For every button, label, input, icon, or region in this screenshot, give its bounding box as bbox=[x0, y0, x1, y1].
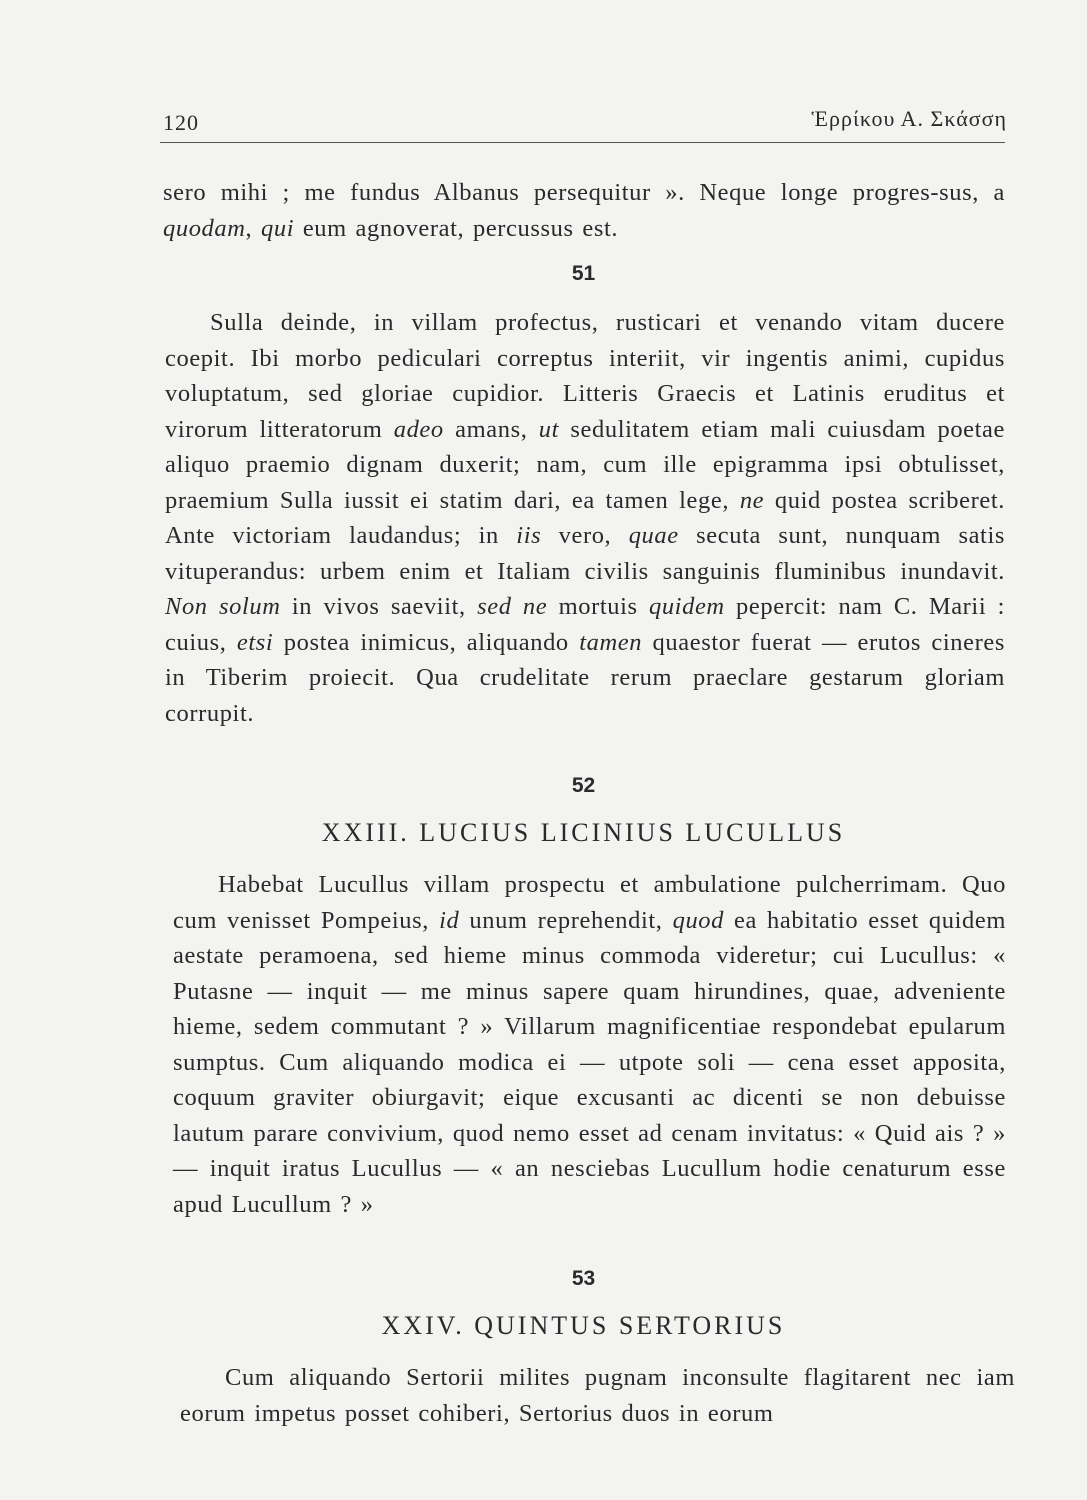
section-52-heading: XXIII. LUCIUS LICINIUS LUCULLUS bbox=[321, 818, 846, 847]
header-rule bbox=[160, 142, 1005, 143]
section-53-paragraph: Cum aliquando Sertorii milites pugnam inconsulte flagitarent nec iam eorum impetus posset cohiberi, Sertorius duos in eorum bbox=[180, 1364, 1015, 1427]
section-51-paragraph: Sulla deinde, in villam profectus, rusticari et venando vitam ducere coepit. Ibi morbo pediculari correptus interiit, vir ingentis animi, cupidus voluptatum, sed gloriae cupidior. Litteris Graecis et Latinis eruditus et virorum litteratorum adeo amans, ut sedulitatem etiam mali cuiusdam poetae aliquo praemio dignam duxerit; nam, cum ille epigramma ipsi obtulisset, praemium Sulla iussit ei statim dari, ea tamen lege, ne quid postea scriberet. Ante victoriam laudandus; in iis vero, quae secuta sunt, nunquam satis vituperandus: urbem enim et Italiam civilis sanguinis fluminibus inundavit. Non solum in vivos saeviit, sed ne mortuis quidem pepercit: nam C. Marii : cuius, etsi postea inimicus, aliquando tamen quaestor fuerat — erutos cineres in Tiberim proiecit. Qua crudelitate rerum praeclare gestarum gloriam corrupit. bbox=[165, 309, 1006, 727]
page-number: 120 bbox=[163, 110, 199, 135]
section-number-52: 52 bbox=[571, 774, 596, 797]
section-53-heading: XXIV. QUINTUS SERTORIUS bbox=[381, 1311, 786, 1340]
intro-paragraph: sero mihi ; me fundus Albanus persequitur ». Neque longe progres-sus, a quodam, qui eum agnoverat, percussus est. bbox=[163, 179, 1005, 242]
section-number-53: 53 bbox=[571, 1267, 596, 1290]
page-header bbox=[163, 106, 1007, 142]
running-head: Ἑρρίκου Α. Σκάσση bbox=[811, 106, 1007, 131]
section-number-51: 51 bbox=[571, 262, 596, 285]
section-52-paragraph: Habebat Lucullus villam prospectu et ambulatione pulcherrimam. Quo cum venisset Pompeius, id unum reprehendit, quod ea habitatio esset quidem aestate peramoena, sed hieme minus commoda videretur; cui Lucullus: « Putasne — inquit — me minus sapere quam hirundines, quae, adveniente hieme, sedem commutant ? » Villarum magnificentiae respondebat epularum sumptus. Cum aliquando modica ei — utpote soli — cena esset apposita, coquum graviter obiurgavit; eique excusanti ac dicenti se non debuisse lautum parare convivium, quod nemo esset ad cenam invitatus: « Quid ais ? » — inquit iratus Lucullus — « an nesciebas Lucullum hodie cenaturum esse apud Lucullum ? » bbox=[173, 871, 1007, 1218]
